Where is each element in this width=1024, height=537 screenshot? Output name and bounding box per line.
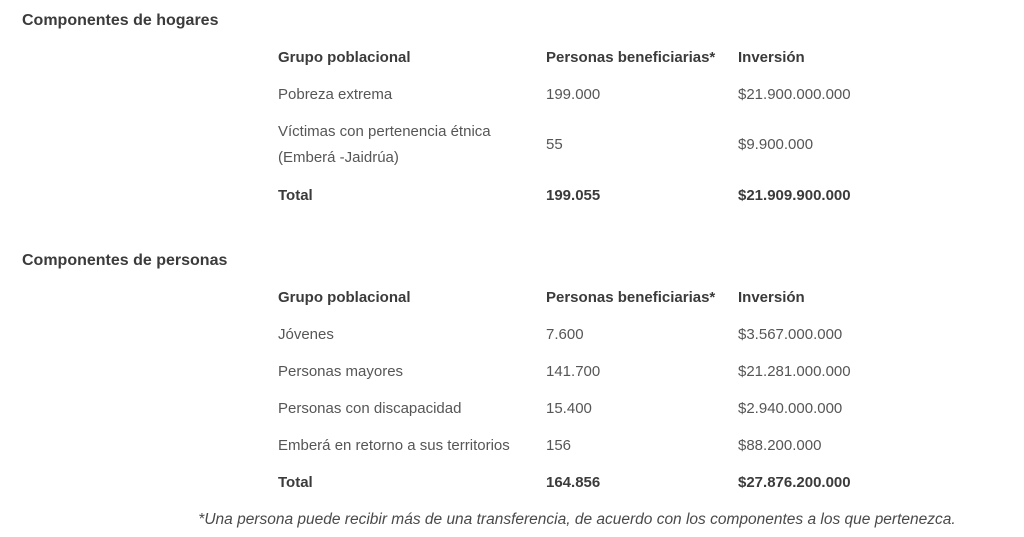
cell-personas-beneficiarias: 55 [546, 136, 563, 153]
table-body [278, 316, 878, 464]
cell-grupo-poblacional: Emberá en retorno a sus territorios [278, 436, 510, 454]
section-title-hogares: Componentes de hogares [22, 12, 219, 29]
total-investment: $27.876.200.000 [738, 473, 851, 491]
cell-inversion: $2.940.000.000 [738, 399, 843, 417]
table-row [278, 316, 878, 353]
table-row [278, 353, 878, 390]
table-row [278, 76, 878, 113]
personas-table [278, 279, 878, 501]
total-label: Total [278, 473, 313, 491]
cell-grupo-poblacional: Jóvenes [278, 325, 334, 343]
cell-grupo-poblacional: Personas mayores [278, 362, 404, 380]
cell-grupo-poblacional: Pobreza extrema [278, 85, 393, 103]
cell-inversion: $88.200.000 [738, 436, 822, 454]
section-componentes-personas [0, 252, 1024, 501]
section-componentes-hogares [0, 12, 1024, 214]
cell-personas-beneficiarias: 141.700 [546, 362, 601, 380]
table-row [278, 390, 878, 427]
footnote: *Una persona puede recibir más de una transferencia, de acuerdo con los componentes a los que pertenezca. [198, 511, 956, 528]
total-investment: $21.909.900.000 [738, 186, 851, 204]
cell-inversion: $21.900.000.000 [738, 85, 851, 103]
table-row [278, 113, 878, 177]
hogares-table [278, 39, 878, 214]
column-header-personas-beneficiarias: Personas beneficiarias* [546, 48, 716, 66]
table-total-row [278, 177, 878, 214]
section-title-personas: Componentes de personas [22, 252, 228, 269]
table-total-row [278, 464, 878, 501]
cell-inversion: $9.900.000 [738, 136, 814, 153]
cell-grupo-poblacional: Víctimas con pertenencia étnica (Emberá -Jaidrúa) [278, 123, 491, 166]
column-header-personas-beneficiarias: Personas beneficiarias* [546, 288, 716, 306]
table-header-row [278, 279, 878, 316]
column-header-inversion: Inversión [738, 288, 805, 306]
cell-grupo-poblacional: Personas con discapacidad [278, 399, 462, 417]
table-row [278, 427, 878, 464]
cell-personas-beneficiarias: 7.600 [546, 325, 584, 343]
cell-personas-beneficiarias: 15.400 [546, 399, 592, 417]
cell-personas-beneficiarias: 199.000 [546, 85, 601, 103]
total-beneficiaries: 199.055 [546, 186, 601, 204]
total-label: Total [278, 186, 313, 204]
cell-inversion: $21.281.000.000 [738, 362, 851, 380]
cell-inversion: $3.567.000.000 [738, 325, 843, 343]
cell-personas-beneficiarias: 156 [546, 436, 572, 454]
column-header-grupo-poblacional: Grupo poblacional [278, 48, 411, 66]
table-body [278, 76, 878, 177]
column-header-grupo-poblacional: Grupo poblacional [278, 288, 411, 306]
column-header-inversion: Inversión [738, 48, 805, 66]
total-beneficiaries: 164.856 [546, 473, 601, 491]
table-header-row [278, 39, 878, 76]
